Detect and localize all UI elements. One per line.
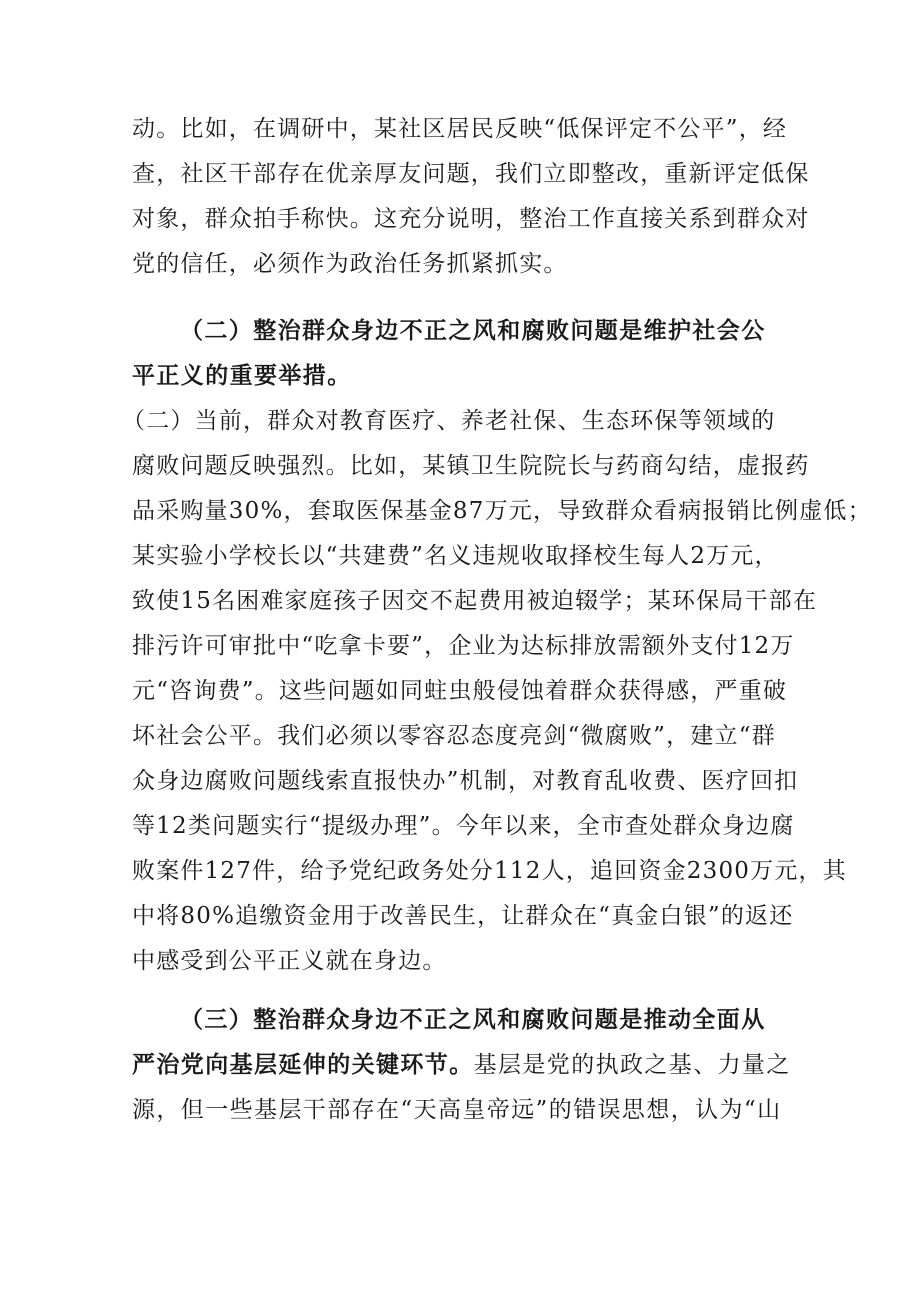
text-line: 众身边腐败问题线索直报快办”机制，对教育乱收费、医疗回扣 bbox=[132, 768, 799, 794]
heading-line: 平正义的重要举措。 bbox=[132, 363, 352, 389]
text-line: 排污许可审批中“吃拿卡要”，企业为达标排放需额外支付12万 bbox=[132, 633, 795, 659]
text-line: 坏社会公平。我们必须以零容忍态度亮剑“微腐败”，建立“群 bbox=[132, 723, 776, 749]
text-line: 中将80%追缴资金用于改善民生，让群众在“真金白银”的返还 bbox=[132, 903, 794, 929]
text-line: 动。比如，在调研中，某社区居民反映“低保评定不公平”，经 bbox=[132, 116, 788, 142]
section-heading-2 bbox=[132, 309, 784, 399]
text-line: 败案件127件，给予党纪政务处分112人，追回资金2300万元，其 bbox=[132, 858, 847, 884]
text-line: 某实验小学校长以“共建费”名义违规收取择校生每人2万元， bbox=[132, 543, 779, 569]
text-line: 元“咨询费”。这些问题如同蛀虫般侵蚀着群众获得感，严重破 bbox=[132, 678, 788, 704]
text-line: 腐败问题反映强烈。比如，某镇卫生院院长与药商勾结，虚报药 bbox=[132, 453, 810, 479]
heading-line-bold: 严治党向基层延伸的关键环节。 bbox=[132, 1052, 474, 1078]
text-line: 等12类问题实行“提级办理”。今年以来，全市查处群众身边腐 bbox=[132, 813, 795, 839]
text-line: 查，社区干部存在优亲厚友问题，我们立即整改，重新评定低保 bbox=[132, 161, 810, 187]
text-line: 对象，群众拍手称快。这充分说明，整治工作直接关系到群众对 bbox=[132, 206, 810, 232]
heading-line: （三）整治群众身边不正之风和腐败问题是推动全面从 bbox=[180, 1007, 766, 1033]
section-heading-3 bbox=[132, 998, 791, 1133]
document-body bbox=[122, 107, 872, 1133]
text-line: 致使15名困难家庭孩子因交不起费用被迫辍学；某环保局干部在 bbox=[132, 588, 818, 614]
heading-line bbox=[132, 1043, 791, 1088]
paragraph-2 bbox=[122, 399, 872, 984]
text-line: 中感受到公平正义就在身边。 bbox=[132, 948, 447, 974]
heading-line: （二）整治群众身边不正之风和腐败问题是维护社会公 bbox=[180, 318, 766, 344]
paragraph-1 bbox=[132, 107, 810, 287]
text-line: 品采购量30%，套取医保基金87万元，导致群众看病报销比例虚低； bbox=[132, 498, 872, 524]
text-line-continuation: 基层是党的执政之基、力量之 bbox=[473, 1052, 791, 1078]
text-line: 党的信任，必须作为政治任务抓紧抓实。 bbox=[132, 251, 568, 277]
text-line: 源，但一些基层干部存在“天高皇帝远”的错误思想，认为“山 bbox=[132, 1097, 782, 1123]
text-line: （二）当前，群众对教育医疗、养老社保、生态环保等领域的 bbox=[122, 408, 776, 434]
